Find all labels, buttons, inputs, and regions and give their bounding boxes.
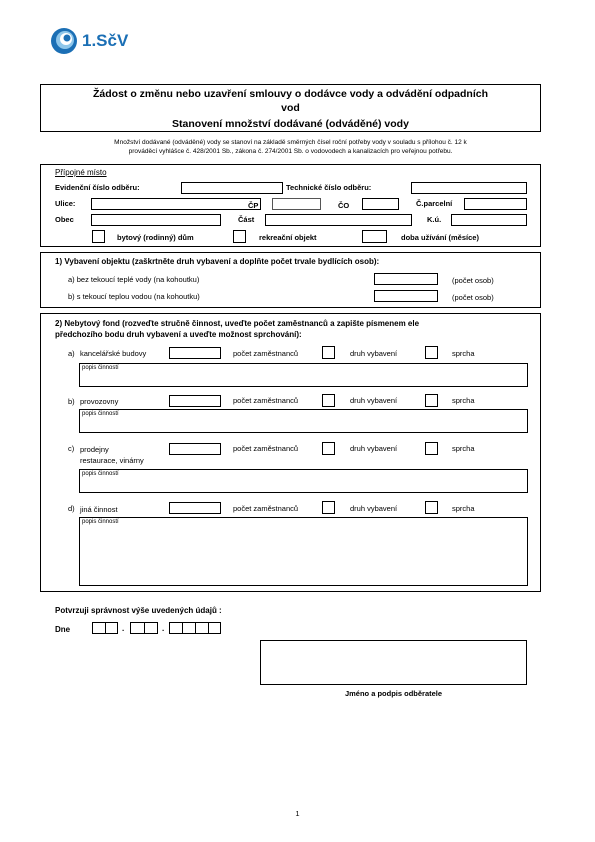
technicke-label: Technické číslo odběru: xyxy=(286,183,372,192)
item-a-label: kancelářské budovy xyxy=(80,349,147,358)
item-b-popis[interactable] xyxy=(79,409,528,433)
logo-swirl-icon xyxy=(50,27,78,55)
item-c-druh: druh vybavení xyxy=(350,444,398,453)
bytovy-checkbox[interactable] xyxy=(92,230,105,243)
item-d-popis-label: popis činností xyxy=(82,519,119,525)
date-year-digit-3[interactable] xyxy=(195,622,209,634)
item-d-druh-checkbox[interactable] xyxy=(322,501,335,514)
logo-text: 1.SčV xyxy=(82,31,129,50)
date-month-field[interactable] xyxy=(130,622,158,634)
ku-input[interactable] xyxy=(451,214,527,226)
section1-b-pocet: (počet osob) xyxy=(452,293,494,302)
item-c-popis[interactable] xyxy=(79,469,528,493)
ulice-label: Ulice: xyxy=(55,199,76,208)
co-input[interactable] xyxy=(362,198,399,210)
date-year-field[interactable] xyxy=(169,622,221,634)
item-c-label: prodejny xyxy=(80,445,109,454)
date-year-digit-1[interactable] xyxy=(169,622,183,634)
date-day-digit-1[interactable] xyxy=(92,622,106,634)
item-b-pocet: počet zaměstnanců xyxy=(233,396,299,405)
intro-line-1: Množství dodávané (odváděné) vody se stanoví na základě směrných čísel roční potřeby vody v souladu s přílohou č. 12 k xyxy=(114,139,467,146)
doba-input[interactable] xyxy=(362,230,387,243)
item-d-input[interactable] xyxy=(169,502,221,514)
date-day-digit-2[interactable] xyxy=(105,622,118,634)
item-c-sub: restaurace, vinárny xyxy=(80,456,144,465)
item-d-druh: druh vybavení xyxy=(350,504,398,513)
item-c-input[interactable] xyxy=(169,443,221,455)
signature-box[interactable] xyxy=(260,640,527,685)
item-a-popis-label: popis činností xyxy=(82,365,119,371)
title-line-2: vod xyxy=(281,102,300,114)
date-month-digit-1[interactable] xyxy=(130,622,145,634)
item-b-popis-label: popis činností xyxy=(82,411,119,417)
item-c-sprcha-checkbox[interactable] xyxy=(425,442,438,455)
rekreacni-label: rekreační objekt xyxy=(259,233,317,242)
section1-b-label: b) s tekoucí teplou vodou (na kohoutku) xyxy=(68,292,200,301)
item-c-sprcha: sprcha xyxy=(452,444,475,453)
item-c-pocet: počet zaměstnanců xyxy=(233,444,299,453)
item-b-sprcha: sprcha xyxy=(452,396,475,405)
item-a-pocet: počet zaměstnanců xyxy=(233,349,299,358)
item-b-druh-checkbox[interactable] xyxy=(322,394,335,407)
bytovy-label: bytový (rodinný) dům xyxy=(117,233,194,242)
item-b-sprcha-checkbox[interactable] xyxy=(425,394,438,407)
page-number: 1 xyxy=(295,809,300,818)
item-b-letter: b) xyxy=(68,397,75,406)
date-day-field[interactable] xyxy=(92,622,118,634)
item-a-popis[interactable] xyxy=(79,363,528,387)
co-label: ČO xyxy=(338,201,350,210)
item-c-druh-checkbox[interactable] xyxy=(322,442,335,455)
item-d-popis[interactable] xyxy=(79,517,528,586)
item-a-druh: druh vybavení xyxy=(350,349,398,358)
dne-label: Dne xyxy=(55,625,71,634)
doba-label: doba užívání (měsíce) xyxy=(401,233,479,242)
item-b-input[interactable] xyxy=(169,395,221,407)
item-d-letter: d) xyxy=(68,504,75,513)
item-b-druh: druh vybavení xyxy=(350,396,398,405)
item-d-sprcha: sprcha xyxy=(452,504,475,513)
date-sep-2: . xyxy=(162,624,165,633)
section2-heading-2: předchozího bodu druh vybavení a uveďte možnost sprchování): xyxy=(55,330,302,339)
item-d-pocet: počet zaměstnanců xyxy=(233,504,299,513)
date-year-digit-2[interactable] xyxy=(182,622,196,634)
item-a-letter: a) xyxy=(68,349,75,358)
title-line-1: Žádost o změnu nebo uzavření smlouvy o dodávce vody a odvádění odpadních xyxy=(93,88,488,100)
item-a-sprcha: sprcha xyxy=(452,349,475,358)
evidencni-label: Evidenční číslo odběru: xyxy=(55,183,140,192)
ulice-input[interactable] xyxy=(91,198,261,210)
date-sep-1: . xyxy=(122,624,125,633)
cp-input[interactable] xyxy=(272,198,321,210)
item-d-label: jiná činnost xyxy=(80,505,118,514)
item-c-popis-label: popis činností xyxy=(82,471,119,477)
rekreacni-checkbox[interactable] xyxy=(233,230,246,243)
technicke-input[interactable] xyxy=(411,182,527,194)
date-year-digit-4[interactable] xyxy=(208,622,221,634)
pripojne-heading: Přípojné místo xyxy=(55,168,107,177)
signature-label: Jméno a podpis odběratele xyxy=(344,689,443,698)
section1-heading: 1) Vybavení objektu (zaškrtněte druh vybavení a doplňte počet trvale bydlících osob): xyxy=(55,257,380,266)
confirm-text: Potvrzuji správnost výše uvedených údajů : xyxy=(55,606,222,615)
evidencni-input[interactable] xyxy=(181,182,283,194)
item-a-input[interactable] xyxy=(169,347,221,359)
intro-line-2: prováděcí vyhlášce č. 428/2001 Sb., zákona č. 274/2001 Sb. o vodovodech a kanalizacích pro veřejnou potřebu. xyxy=(128,148,453,155)
section1-a-pocet: (počet osob) xyxy=(452,276,494,285)
section1-b-input[interactable] xyxy=(374,290,438,302)
section1-a-label: a) bez tekoucí teplé vody (na kohoutku) xyxy=(68,275,200,284)
item-c-letter: c) xyxy=(68,444,75,453)
company-logo xyxy=(50,27,145,55)
ku-label: K.ú. xyxy=(427,215,442,224)
title-line-3: Stanovení množství dodávané (odváděné) vody xyxy=(172,118,409,130)
obec-label: Obec xyxy=(55,215,74,224)
cast-input[interactable] xyxy=(265,214,412,226)
date-month-digit-2[interactable] xyxy=(144,622,158,634)
item-a-sprcha-checkbox[interactable] xyxy=(425,346,438,359)
cp-label: ČP xyxy=(248,201,259,210)
title-box xyxy=(40,84,541,132)
obec-input[interactable] xyxy=(91,214,221,226)
item-b-label: provozovny xyxy=(80,397,119,406)
cparcelni-label: Č.parcelní xyxy=(416,199,453,208)
section1-a-input[interactable] xyxy=(374,273,438,285)
section2-heading-1: 2) Nebytový fond (rozveďte stručně činnost, uveďte počet zaměstnanců a zapište písmenem ele xyxy=(55,319,420,328)
item-a-druh-checkbox[interactable] xyxy=(322,346,335,359)
cparcelni-input[interactable] xyxy=(464,198,527,210)
cast-label: Část xyxy=(238,215,255,224)
item-d-sprcha-checkbox[interactable] xyxy=(425,501,438,514)
